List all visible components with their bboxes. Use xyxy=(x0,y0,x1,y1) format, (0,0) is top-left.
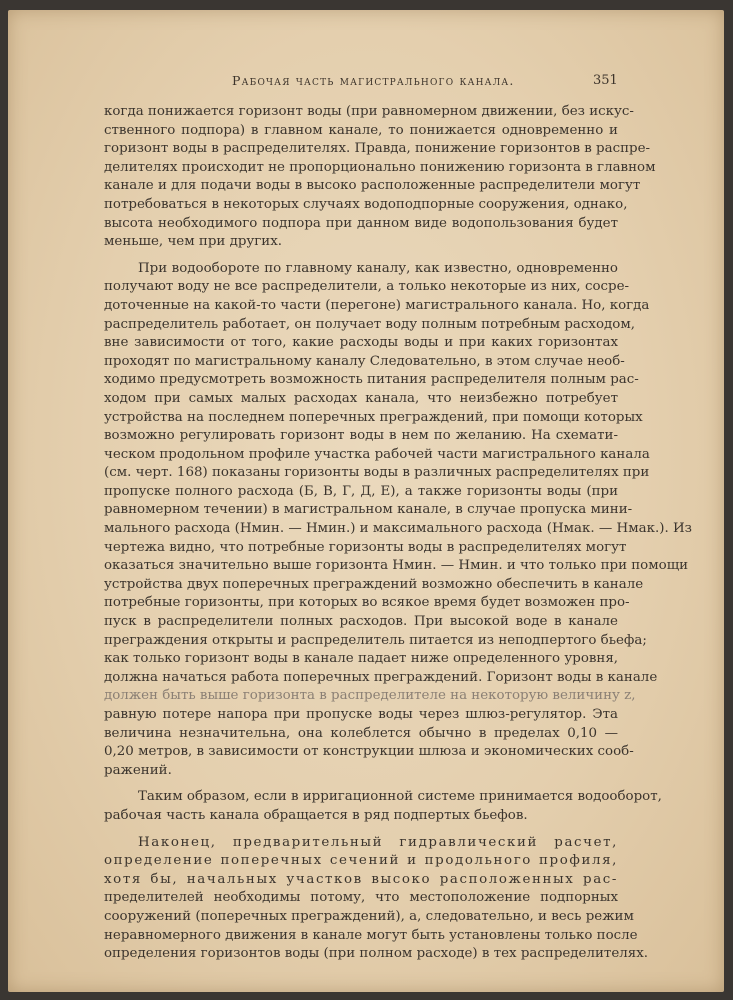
text-line: равную потере напора при пропуске воды через шлюз-регулятор. Эта xyxy=(104,707,618,722)
text-line: ражений. xyxy=(104,762,172,778)
text-line: канале и для подачи воды в высоко расположенные распределители могут xyxy=(104,178,641,194)
text-line: когда понижается горизонт воды (при равномерном движении, без искус- xyxy=(104,104,634,119)
text-line: должен быть выше горизонта в распределителе на некоторую величину z, xyxy=(104,688,636,704)
text-line: вне зависимости от того, какие расходы воды и при каких горизонтах xyxy=(104,335,618,351)
text-line: устройства двух поперечных преграждений возможно обеспечить в канале xyxy=(104,576,644,592)
text-line: устройства на последнем поперечных преграждений, при помощи которых xyxy=(104,409,643,425)
text-line: чертежа видно, что потребные горизонты воды в распределителях могут xyxy=(104,539,627,555)
document-page xyxy=(8,10,724,992)
text-line: распределитель работает, он получает воду полным потребным расходом, xyxy=(104,316,636,332)
text-line: как только горизонт воды в канале падает ниже определенного уровня, xyxy=(104,651,619,667)
text-line: Наконец, предварительный гидравлический расчет, xyxy=(138,834,618,850)
running-head: Рабочая часть магистрального канала. xyxy=(232,73,515,88)
text-line: ческом продольном профиле участка рабочей части магистрального канала xyxy=(104,446,650,462)
text-line: должна начаться работа поперечных преграждений. Горизонт воды в канале xyxy=(104,669,658,685)
body-text xyxy=(104,103,692,964)
text-line: преграждения открыты и распределитель питается из неподпертого бьефа; xyxy=(104,632,647,648)
text-line: доточенные на какой-то части (перегоне) магистрального канала. Но, когда xyxy=(104,297,650,313)
text-line: получают воду не все распределители, а только некоторые из них, сосре- xyxy=(104,279,630,295)
text-line: ходимо предусмотреть возможность питания распределителя полным рас- xyxy=(104,372,639,388)
text-line: величина незначительна, она колеблется обычно в пределах 0,10 — xyxy=(104,725,618,741)
page-header xyxy=(8,73,724,93)
text-line: пределителей необходимы потому, что местоположение подпорных xyxy=(104,890,618,906)
text-line: Таким образом, если в ирригационной системе принимается водооборот, xyxy=(138,789,662,805)
text-line: возможно регулировать горизонт воды в нем по желанию. На схемати- xyxy=(104,428,618,444)
text-line: ственного подпора) в главном канале, то понижается одновременно и xyxy=(104,122,618,138)
text-line: ходом при самых малых расходах канала, что неизбежно потребует xyxy=(104,390,618,406)
text-line: оказаться значительно выше горизонта Hмин. — Hмин. и что только при помощи xyxy=(104,558,689,574)
text-line: делителях происходит не пропорционально понижению горизонта в главном xyxy=(104,159,656,175)
text-line: высота необходимого подпора при данном виде водопользования будет xyxy=(104,215,618,231)
text-line: потребоваться в некоторых случаях водоподпорные сооружения, однако, xyxy=(104,196,628,212)
text-line: При водообороте по главному каналу, как известно, одновременно xyxy=(138,260,618,276)
text-line: проходят по магистральному каналу Следовательно, в этом случае необ- xyxy=(104,353,625,369)
text-line: мального расхода (Hмин. — Hмин.) и максимального расхода (Hмак. — Hмак.). Из xyxy=(104,521,692,537)
text-line: равномерном течении) в магистральном канале, в случае пропуска мини- xyxy=(104,502,633,518)
text-line: 0,20 метров, в зависимости от конструкции шлюза и экономических сооб- xyxy=(104,744,634,760)
text-line: пуск в распределители полных расходов. При высокой воде в канале xyxy=(104,614,618,630)
text-line: горизонт воды в распределителях. Правда, понижение горизонтов в распре- xyxy=(104,141,651,157)
text-line: рабочая часть канала обращается в ряд подпертых бьефов. xyxy=(104,807,528,823)
text-line: меньше, чем при других. xyxy=(104,234,283,250)
text-line: сооружений (поперечных преграждений), а, следовательно, и весь режим xyxy=(104,908,634,924)
text-line: определения горизонтов воды (при полном расходе) в тех распределителях. xyxy=(104,946,649,962)
text-line: определение поперечных сечений и продольного профиля, xyxy=(104,853,618,869)
text-line: хотя бы, начальных участков высоко расположенных рас- xyxy=(104,871,618,887)
text-line: потребные горизонты, при которых во всякое время будет возможен про- xyxy=(104,595,630,611)
text-line: (см. черт. 168) показаны горизонты воды в различных распределителях при xyxy=(104,465,650,481)
text-line: пропуске полного расхода (Б, В, Г, Д, Е), а также горизонты воды (при xyxy=(104,483,618,499)
page-number: 351 xyxy=(593,73,618,88)
text-line: неравномерного движения в канале могут быть установлены только после xyxy=(104,927,638,943)
